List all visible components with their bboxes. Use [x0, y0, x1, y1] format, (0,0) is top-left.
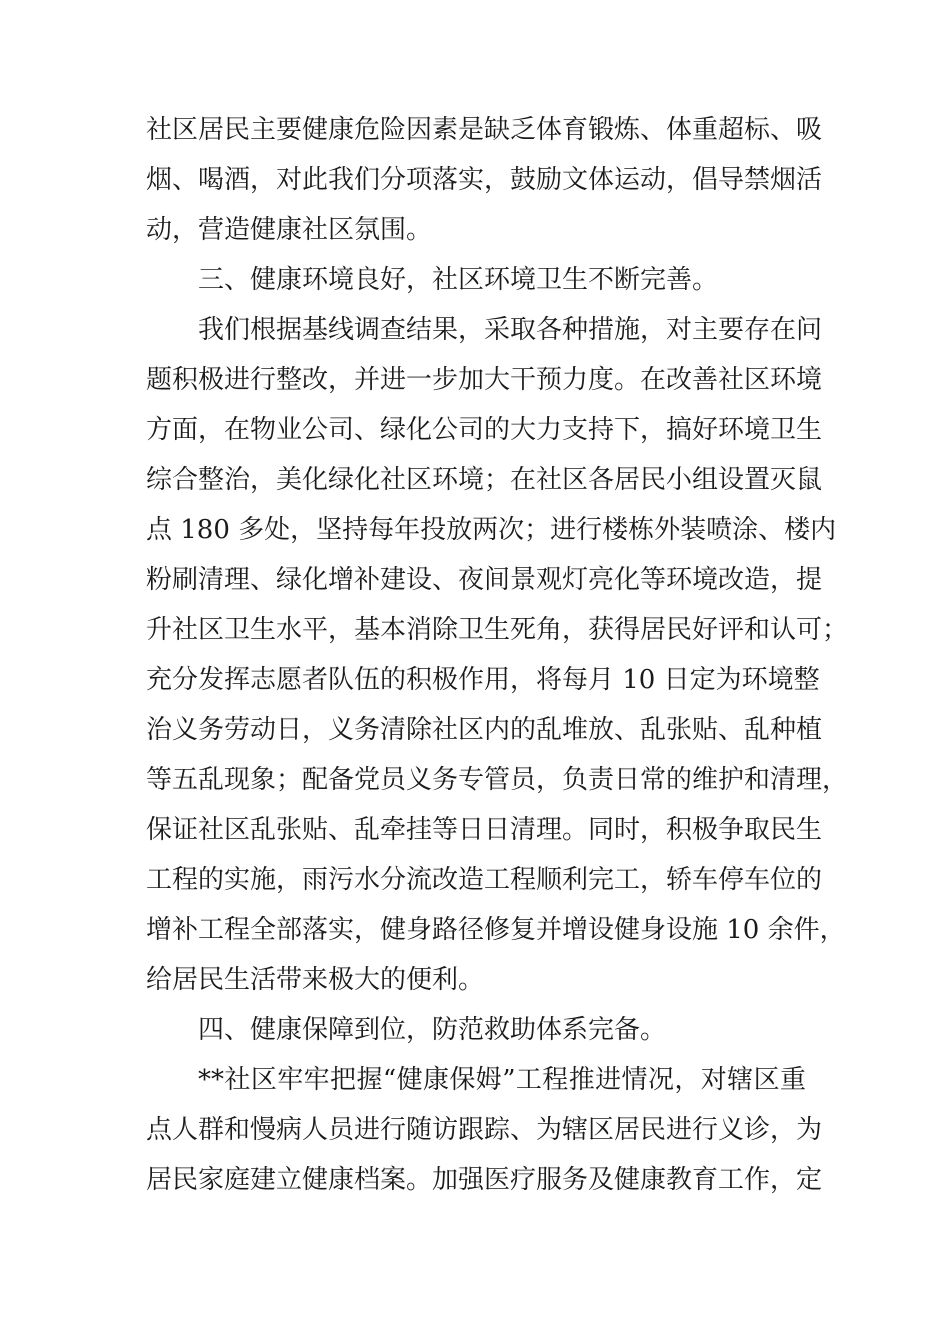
text-line: **社区牢牢把握“健康保姆”工程推进情况，对辖区重 — [198, 1065, 806, 1095]
text-line: 保证社区乱张贴、乱牵挂等日日清理。同时，积极争取民生 — [146, 815, 823, 845]
text-line: 题积极进行整改，并进一步加大干预力度。在改善社区环境 — [146, 365, 823, 395]
text-line: 综合整治，美化绿化社区环境；在社区各居民小组设置灭鼠 — [146, 465, 823, 495]
text-line: 居民家庭建立健康档案。加强医疗服务及健康教育工作，定 — [146, 1165, 823, 1195]
text-line: 点 180 多处，坚持每年投放两次；进行楼栋外装喷涂、楼内 — [146, 515, 837, 545]
text-line: 方面，在物业公司、绿化公司的大力支持下，搞好环境卫生 — [146, 415, 823, 445]
text-line: 我们根据基线调查结果，采取各种措施，对主要存在问 — [198, 315, 823, 345]
text-line: 治义务劳动日，义务清除社区内的乱堆放、乱张贴、乱种植 — [146, 715, 823, 745]
text-line: 工程的实施，雨污水分流改造工程顺利完工，轿车停车位的 — [146, 865, 823, 895]
text-line: 动，营造健康社区氛围。 — [146, 215, 433, 245]
text-line: 烟、喝酒，对此我们分项落实，鼓励文体运动，倡导禁烟活 — [146, 165, 823, 195]
text-line: 充分发挥志愿者队伍的积极作用，将每月 10 日定为环境整 — [146, 665, 820, 695]
text-line: 等五乱现象；配备党员义务专管员，负责日常的维护和清理， — [146, 765, 849, 795]
text-line: 增补工程全部落实，健身路径修复并增设健身设施 10 余件， — [146, 915, 846, 945]
text-line: 给居民生活带来极大的便利。 — [146, 965, 485, 995]
section-heading: 四、健康保障到位，防范救助体系完备。 — [198, 1015, 667, 1045]
text-line: 粉刷清理、绿化增补建设、夜间景观灯亮化等环境改造，提 — [146, 565, 823, 595]
section-heading: 三、健康环境良好，社区环境卫生不断完善。 — [198, 265, 719, 295]
text-line: 社区居民主要健康危险因素是缺乏体育锻炼、体重超标、吸 — [146, 115, 823, 145]
text-line: 点人群和慢病人员进行随访跟踪、为辖区居民进行义诊，为 — [146, 1115, 823, 1145]
text-line: 升社区卫生水平，基本消除卫生死角，获得居民好评和认可； — [146, 615, 849, 645]
